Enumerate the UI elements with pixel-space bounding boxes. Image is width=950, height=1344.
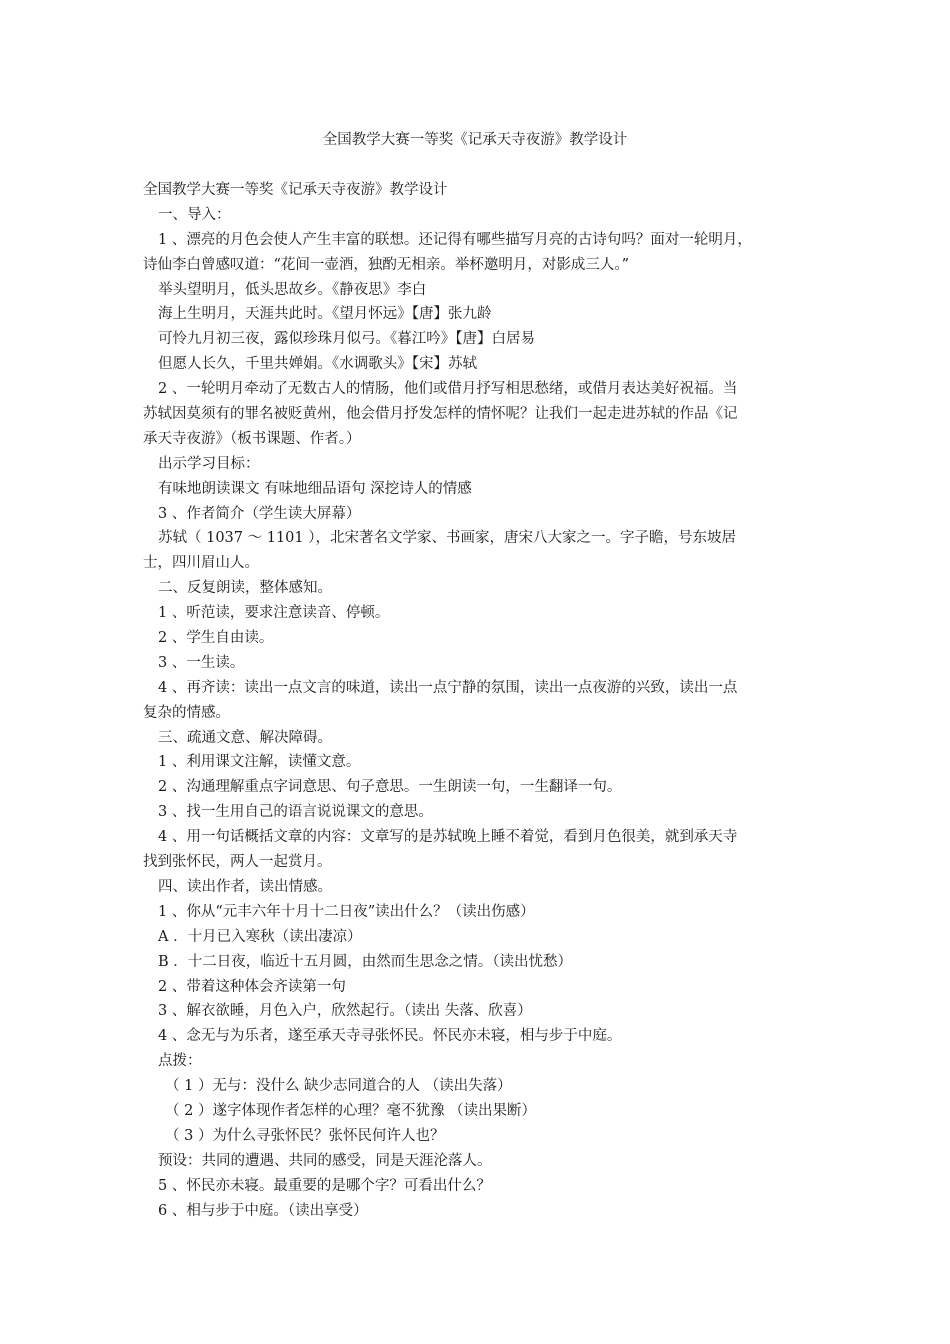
text-line: 海上生明月，天涯共此时。《望月怀远》【唐】张九龄 <box>158 306 492 323</box>
text-line: 1 、利用课文注解，读懂文意。 <box>158 754 361 771</box>
text-line: 4 、念无与为乐者，遂至承天寺寻张怀民。怀民亦未寝，相与步于中庭。 <box>158 1028 622 1045</box>
text-line: 2 、沟通理解重点字词意思、句子意思。一生朗读一句，一生翻译一句。 <box>158 779 622 796</box>
text-line: B ．十二日夜，临近十五月圆，由然而生思念之情。（读出忧愁） <box>158 953 573 970</box>
text-line: 5 、怀民亦未寝。最重要的是哪个字？可看出什么？ <box>158 1177 491 1194</box>
text-line: 可怜九月初三夜，露似珍珠月似弓。《暮江吟》【唐】白居易 <box>158 331 535 348</box>
text-line: 预设：共同的遭遇、共同的感受，同是天涯沦落人。 <box>158 1152 492 1169</box>
text-line: 4 、用一句话概括文章的内容：文章写的是苏轼晚上睡不着觉，看到月色很美，就到承天寺 <box>158 829 738 846</box>
text-line: 苏轼（ 1037 ～ 1101 ），北宋著名文学家、书画家，唐宋八大家之一。字子瞻，号东坡居 <box>158 530 736 547</box>
text-line: 一、导入： <box>158 206 231 223</box>
text-line: 3 、一生读。 <box>158 654 245 671</box>
text-line: 诗仙李白曾感叹道：“花间一壶酒，独酌无相亲。举杯邀明月，对影成三人。” <box>143 256 630 273</box>
text-line: 1 、漂亮的月色会使人产生丰富的联想。还记得有哪些描写月亮的古诗句吗？面对一轮明月， <box>158 231 752 248</box>
page-title: 全国教学大赛一等奖《记承天寺夜游》教学设计 <box>322 132 628 148</box>
text-line: （ 3 ）为什么寻张怀民？张怀民何许人也？ <box>165 1127 445 1144</box>
text-line: 但愿人长久，千里共婵娟。《水调歌头》【宋】苏轼 <box>158 356 477 373</box>
text-line: 2 、一轮明月牵动了无数古人的情肠，他们或借月抒写相思愁绪，或借月表达美好祝福。当 <box>158 381 738 398</box>
text-line: （ 1 ）无与：没什么 缺少志同道合的人 （读出失落） <box>165 1078 512 1095</box>
text-line: 6 、相与步于中庭。（读出享受） <box>158 1202 368 1219</box>
text-line: 承天寺夜游》（板书课题、作者。） <box>143 430 361 447</box>
text-line: 有味地朗读课文 有味地细品语句 深挖诗人的情感 <box>158 480 472 497</box>
document-body <box>143 178 811 1223</box>
text-line: 2 、学生自由读。 <box>158 630 274 647</box>
text-line: （ 2 ）遂字体现作者怎样的心理？毫不犹豫 （读出果断） <box>165 1102 537 1119</box>
text-line: 苏轼因莫须有的罪名被贬黄州，他会借月抒发怎样的情怀呢？让我们一起走进苏轼的作品《记 <box>143 406 738 423</box>
text-line: 2 、带着这种体会齐读第一句 <box>158 978 346 995</box>
text-line: 士，四川眉山人。 <box>143 555 259 572</box>
text-line: 3 、找一生用自己的语言说说课文的意思。 <box>158 804 433 821</box>
text-line: A ．十月已入寒秋（读出凄凉） <box>158 928 362 945</box>
text-line: 3 、作者简介（学生读大屏幕） <box>158 505 361 522</box>
text-line: 点拨： <box>158 1053 202 1070</box>
text-line: 四、读出作者，读出情感。 <box>158 878 332 895</box>
text-line: 二、反复朗读，整体感知。 <box>158 580 332 597</box>
text-line: 三、疏通文意、解决障碍。 <box>158 729 332 746</box>
text-line: 1 、你从“元丰六年十月十二日夜”读出什么？（读出伤感） <box>158 903 535 920</box>
text-line: 复杂的情感。 <box>143 704 230 721</box>
text-line: 找到张怀民，两人一起赏月。 <box>143 854 332 871</box>
text-line: 出示学习目标： <box>158 455 260 472</box>
text-line: 4 、再齐读：读出一点文言的味道，读出一点宁静的氛围，读出一点夜游的兴致，读出一点 <box>158 679 738 696</box>
text-line: 举头望明月，低头思故乡。《静夜思》李白 <box>158 281 427 298</box>
text-line: 1 、听范读，要求注意读音、停顿。 <box>158 605 390 622</box>
text-line: 全国教学大赛一等奖《记承天寺夜游》教学设计 <box>143 182 448 198</box>
text-line: 3 、解衣欲睡，月色入户，欣然起行。（读出 失落、欣喜） <box>158 1003 532 1020</box>
